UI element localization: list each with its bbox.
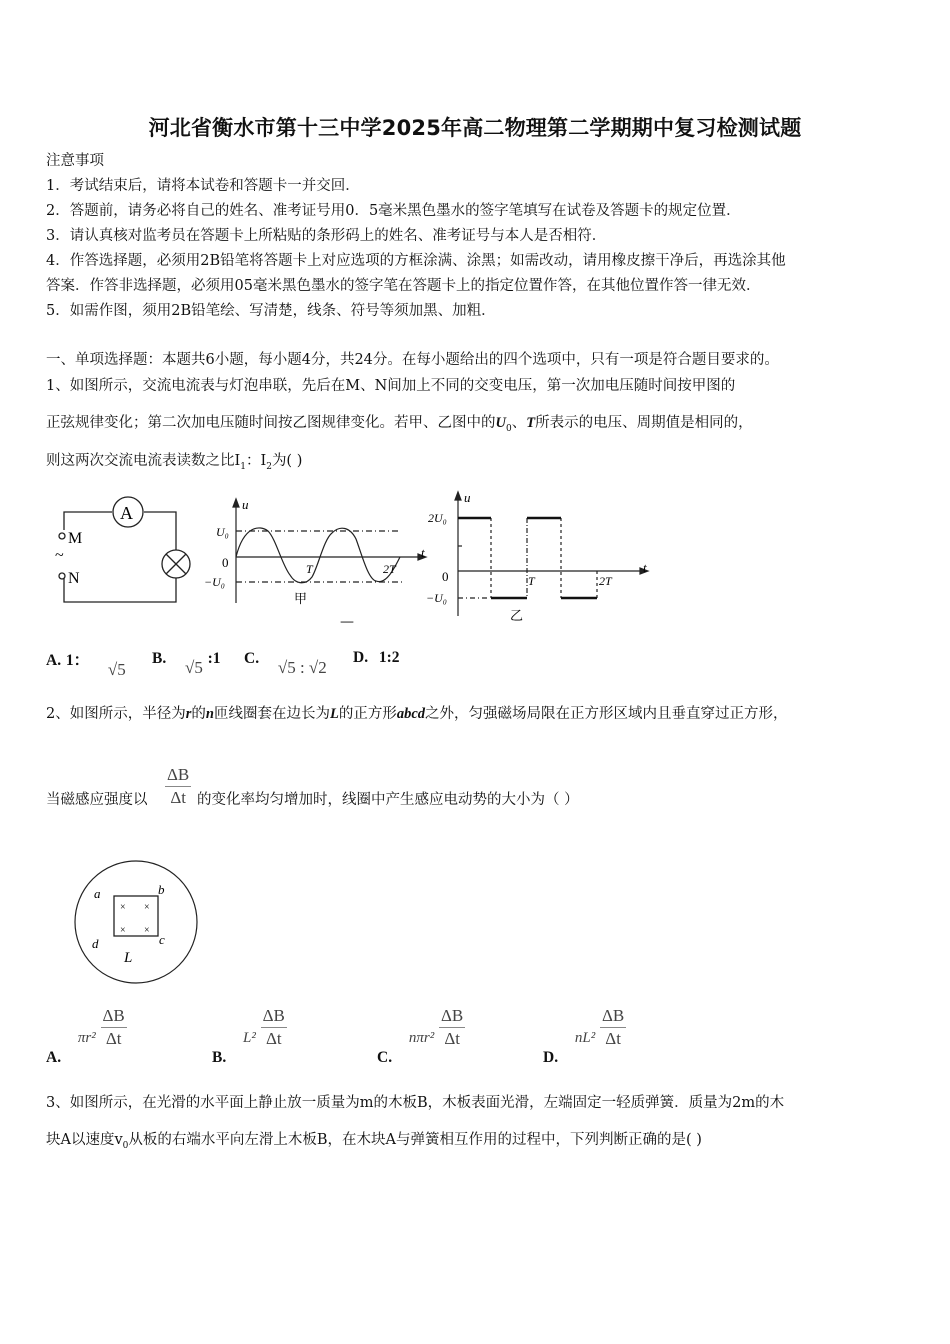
q2-coil-diagram bbox=[62, 858, 212, 988]
ac-symbol: ~ bbox=[55, 547, 64, 564]
q1-text-line1: 1、如图所示，交流电流表与灯泡串联，先后在M、N间加上不同的交变电压，第一次加电压随时间按甲图的 bbox=[46, 378, 736, 394]
notice-item-2: 2．答题前，请务必将自己的姓名、准考证号用0．5毫米黑色墨水的签字笔填写在试卷及答题卡的规定位置． bbox=[46, 203, 741, 219]
q2-text-line2-cont: 的变化率均匀增加时，线圈中产生感应电动势的大小为（ ） bbox=[197, 792, 579, 808]
notice-item-1: 1．考试结束后，请将本试卷和答题卡一并交回． bbox=[46, 178, 360, 194]
q1-option-c[interactable]: C. √5 : √2 bbox=[244, 650, 327, 677]
svg-text:U₀: U₀ bbox=[216, 525, 229, 539]
svg-text:d: d bbox=[92, 936, 99, 951]
svg-text:L: L bbox=[124, 950, 133, 966]
svg-text:甲: 甲 bbox=[294, 591, 308, 606]
q2-rate-fraction: $\frac{\Delta B}{\Delta t}$ bbox=[167, 765, 190, 807]
notice-heading: 注意事项 bbox=[46, 153, 104, 169]
svg-text:u: u bbox=[464, 490, 471, 505]
q1-graph-yi-square bbox=[422, 488, 652, 628]
q2-option-a[interactable]: A. πr² $\frac{\Delta B}{\Delta t}$ bbox=[46, 1006, 125, 1066]
ammeter-label: A bbox=[120, 503, 133, 523]
svg-text:乙: 乙 bbox=[510, 608, 524, 623]
q1-circuit-diagram bbox=[50, 490, 200, 610]
svg-text:−U₀: −U₀ bbox=[426, 591, 447, 605]
q2-option-d[interactable]: D. nL² $\frac{\Delta B}{\Delta t}$ bbox=[543, 1006, 625, 1066]
svg-text:T: T bbox=[528, 574, 535, 588]
q1-option-d[interactable]: D. 1:2 bbox=[353, 649, 400, 666]
q1-text-line3: 则这两次交流电流表读数之比$I_1$：$I_2$为( ) bbox=[46, 453, 303, 472]
q3-text-line1: 3、如图所示，在光滑的水平面上静止放一质量为m的木板B，木板表面光滑，左端固定一轻质弹簧．质量为2m的木 bbox=[46, 1095, 785, 1111]
notice-item-5: 5．如需作图，须用2B铅笔绘、写清楚，线条、符号等须加黑、加粗． bbox=[46, 303, 496, 319]
q3-text-line2: 块A以速度$v_0$从板的右端水平向左滑上木板B，在木块A与弹簧相互作用的过程中，下列判断正确的是( ) bbox=[46, 1132, 702, 1151]
svg-text:×: × bbox=[120, 902, 126, 913]
q1-text-line2: 正弦规律变化；第二次加电压随时间按乙图规律变化。若甲、乙图中的$U_0$、T所表示的电压、周期值是相同的， bbox=[46, 415, 753, 434]
svg-text:−U₀: −U₀ bbox=[204, 575, 225, 589]
notice-item-3: 3．请认真核对监考员在答题卡上所粘贴的条形码上的姓名、准考证号与本人是否相符． bbox=[46, 228, 607, 244]
terminal-n-label: N bbox=[68, 570, 80, 587]
q1-graph-jia-sine bbox=[200, 495, 430, 610]
notice-item-4: 4．作答选择题，必须用2B铅笔将答题卡上对应选项的方框涂满、涂黑；如需改动，请用橡皮擦干净后，再选涂其他 bbox=[46, 253, 786, 269]
svg-text:×: × bbox=[144, 925, 150, 936]
svg-text:2U₀: 2U₀ bbox=[428, 511, 447, 525]
svg-text:t: t bbox=[421, 545, 425, 560]
svg-text:2T: 2T bbox=[383, 562, 396, 576]
svg-text:×: × bbox=[120, 925, 126, 936]
svg-text:c: c bbox=[159, 932, 165, 947]
q2-option-c[interactable]: C. nπr² $\frac{\Delta B}{\Delta t}$ bbox=[377, 1006, 464, 1066]
svg-text:u: u bbox=[242, 497, 249, 512]
svg-text:×: × bbox=[144, 902, 150, 913]
q1-option-b[interactable]: B. √5 :1 bbox=[152, 650, 221, 677]
svg-text:2T: 2T bbox=[599, 574, 612, 588]
section-heading: 一、单项选择题：本题共6小题，每小题4分，共24分。在每小题给出的四个选项中，只有一项是符合题目要求的。 bbox=[46, 352, 779, 368]
q2-text-line2: 当磁感应强度以 bbox=[46, 792, 148, 808]
svg-text:t: t bbox=[643, 560, 647, 575]
svg-text:0: 0 bbox=[222, 555, 229, 570]
svg-text:a: a bbox=[94, 886, 101, 901]
svg-text:0: 0 bbox=[442, 569, 449, 584]
svg-text:T: T bbox=[306, 562, 313, 576]
notice-item-4-cont: 答案．作答非选择题，必须用05毫米黑色墨水的签字笔在答题卡上的指定位置作答，在其他位置作答一律无效． bbox=[46, 278, 761, 294]
q1-option-a[interactable]: A. 1： √5 bbox=[46, 652, 126, 679]
q2-text-line1: 2、如图所示，半径为r的n匝线圈套在边长为L的正方形abcd之外，匀强磁场局限在正方形区域内且垂直穿过正方形， bbox=[46, 706, 788, 722]
stray-dash: — bbox=[340, 614, 354, 630]
q2-option-b[interactable]: B. L² $\frac{\Delta B}{\Delta t}$ bbox=[212, 1006, 285, 1066]
terminal-m-label: M bbox=[68, 530, 83, 547]
page-title: 河北省衡水市第十三中学2025年高二物理第二学期期中复习检测试题 bbox=[148, 116, 802, 140]
svg-text:b: b bbox=[158, 882, 165, 897]
